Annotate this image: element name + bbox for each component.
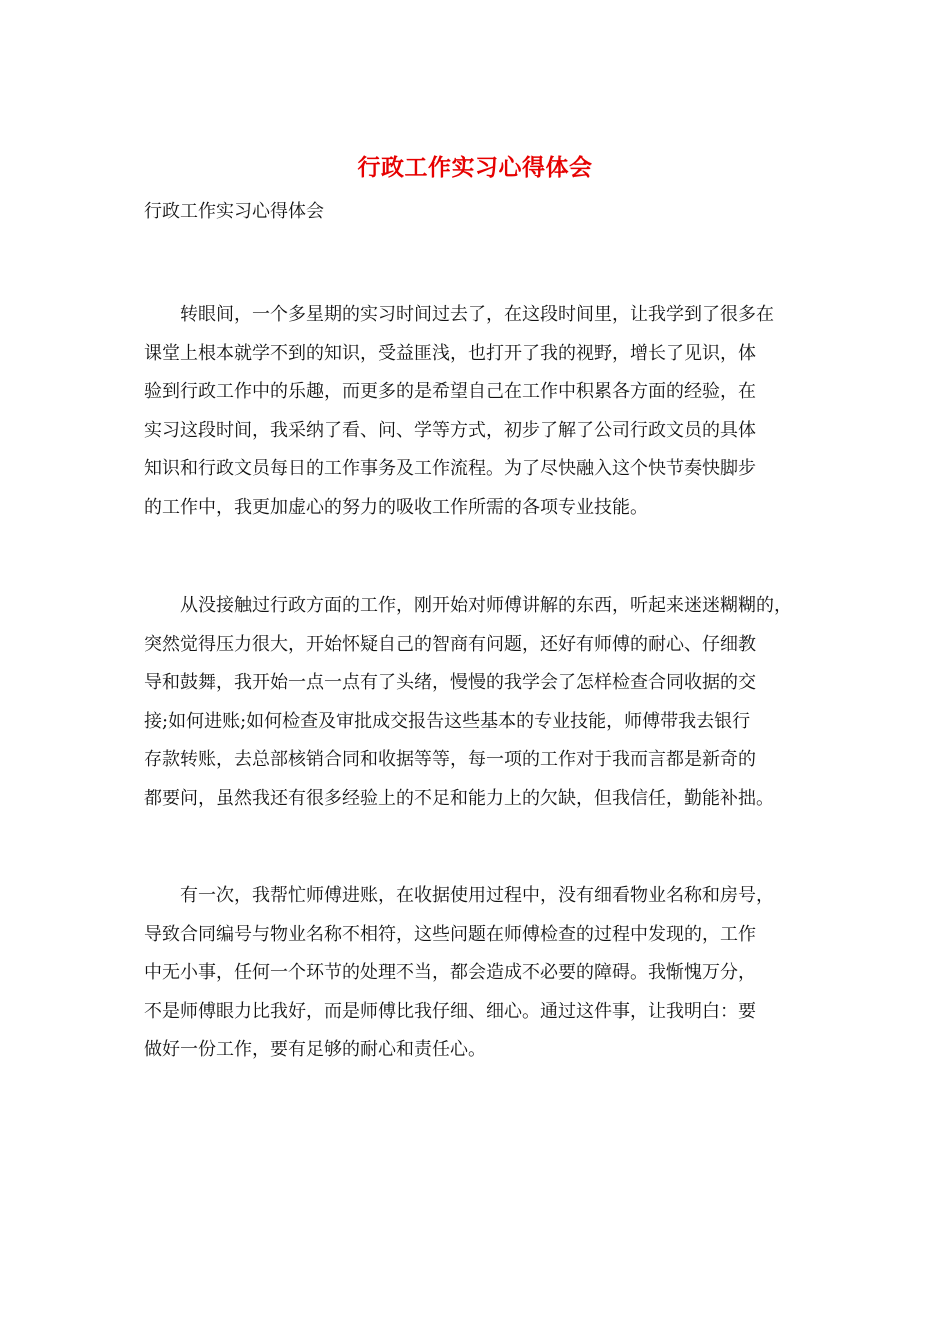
- paragraph-line: 接;如何进账;如何检查及审批成交报告这些基本的专业技能，师傅带我去银行: [144, 710, 751, 732]
- paragraph-line: 有一次，我帮忙师傅进账，在收据使用过程中，没有细看物业名称和房号，: [144, 885, 774, 906]
- document-title: 行政工作实习心得体会: [357, 154, 593, 181]
- paragraph-line: 知识和行政文员每日的工作事务及工作流程。为了尽快融入这个快节奏快脚步: [144, 458, 756, 479]
- paragraph-line: 突然觉得压力很大，开始怀疑自己的智商有问题，还好有师傅的耐心、仔细教: [144, 633, 756, 655]
- paragraph-line: 导致合同编号与物业名称不相符，这些问题在师傅检查的过程中发现的，工作: [144, 923, 756, 945]
- paragraph-line: 不是师傅眼力比我好，而是师傅比我仔细、细心。通过这件事，让我明白：要: [144, 1000, 756, 1022]
- document-subtitle: 行政工作实习心得体会: [144, 201, 324, 222]
- paragraph-line: 实习这段时间，我采纳了看、问、学等方式，初步了解了公司行政文员的具体: [144, 419, 756, 441]
- paragraph-line: 验到行政工作中的乐趣，而更多的是希望自己在工作中积累各方面的经验，在: [144, 381, 756, 402]
- paragraph-line: 的工作中，我更加虚心的努力的吸收工作所需的各项专业技能。: [144, 496, 648, 518]
- paragraph-line: 从没接触过行政方面的工作，刚开始对师傅讲解的东西，听起来迷迷糊糊的，: [144, 595, 792, 616]
- paragraph-3: [144, 877, 824, 1070]
- paragraph-line: 中无小事，任何一个环节的处理不当，都会造成不必要的障碍。我惭愧万分，: [144, 962, 756, 983]
- paragraph-line: 存款转账，去总部核销合同和收据等等，每一项的工作对于我而言都是新奇的: [144, 749, 756, 770]
- paragraph-line: 做好一份工作，要有足够的耐心和责任心。: [144, 1039, 486, 1060]
- paragraph-line: 导和鼓舞，我开始一点一点有了头绪，慢慢的我学会了怎样检查合同收据的交: [144, 672, 756, 693]
- paragraph-1: [144, 296, 824, 527]
- paragraph-2: [144, 587, 824, 818]
- paragraph-line: 都要问，虽然我还有很多经验上的不足和能力上的欠缺，但我信任，勤能补拙。: [144, 787, 774, 809]
- paragraph-line: 转眼间，一个多星期的实习时间过去了，在这段时间里，让我学到了很多在: [144, 304, 774, 325]
- paragraph-line: 课堂上根本就学不到的知识，受益匪浅，也打开了我的视野，增长了见识，体: [144, 342, 756, 364]
